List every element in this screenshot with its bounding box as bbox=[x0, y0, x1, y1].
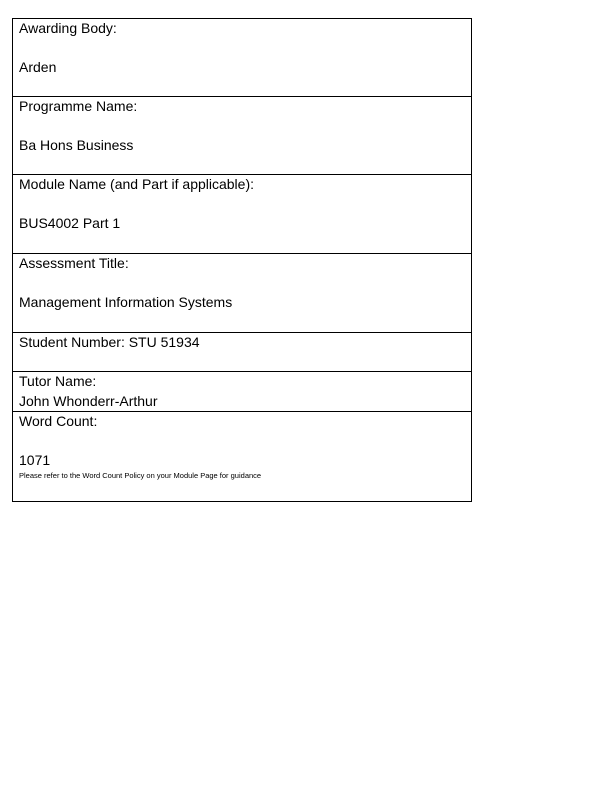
awarding-body-row bbox=[13, 19, 472, 97]
programme-name-cell bbox=[13, 97, 472, 175]
module-name-label: Module Name (and Part if applicable): bbox=[19, 176, 255, 192]
student-number-text: Student Number: STU 51934 bbox=[19, 334, 200, 350]
tutor-name-label: Tutor Name: bbox=[19, 373, 97, 389]
assessment-title-spacer bbox=[19, 274, 465, 294]
assessment-title-value: Management Information Systems bbox=[19, 294, 233, 310]
module-name-row bbox=[13, 175, 472, 254]
tutor-name-row bbox=[13, 372, 472, 412]
awarding-body-value: Arden bbox=[19, 59, 57, 75]
module-name-value: BUS4002 Part 1 bbox=[19, 215, 121, 231]
awarding-body-label: Awarding Body: bbox=[19, 20, 117, 36]
assessment-title-row bbox=[13, 254, 472, 333]
programme-name-label: Programme Name: bbox=[19, 98, 138, 114]
word-count-spacer bbox=[19, 432, 465, 452]
awarding-body-spacer bbox=[19, 39, 465, 59]
awarding-body-cell bbox=[13, 19, 472, 97]
assessment-title-cell bbox=[13, 254, 472, 333]
tutor-name-cell bbox=[13, 372, 472, 412]
word-count-label: Word Count: bbox=[19, 413, 98, 429]
student-number-row bbox=[13, 333, 472, 372]
assessment-title-label: Assessment Title: bbox=[19, 255, 129, 271]
word-count-value: 1071 bbox=[19, 452, 51, 468]
word-count-row bbox=[13, 412, 472, 502]
student-number-cell bbox=[13, 333, 472, 372]
word-count-cell bbox=[13, 412, 472, 502]
assessment-cover-table bbox=[12, 18, 472, 502]
programme-name-value: Ba Hons Business bbox=[19, 137, 134, 153]
programme-name-row bbox=[13, 97, 472, 175]
module-name-spacer bbox=[19, 195, 465, 215]
tutor-name-value: John Whonderr-Arthur bbox=[19, 392, 158, 409]
word-count-policy-note: Please refer to the Word Count Policy on your Module Page for guidance bbox=[19, 470, 262, 480]
module-name-cell bbox=[13, 175, 472, 254]
programme-name-spacer bbox=[19, 117, 465, 137]
